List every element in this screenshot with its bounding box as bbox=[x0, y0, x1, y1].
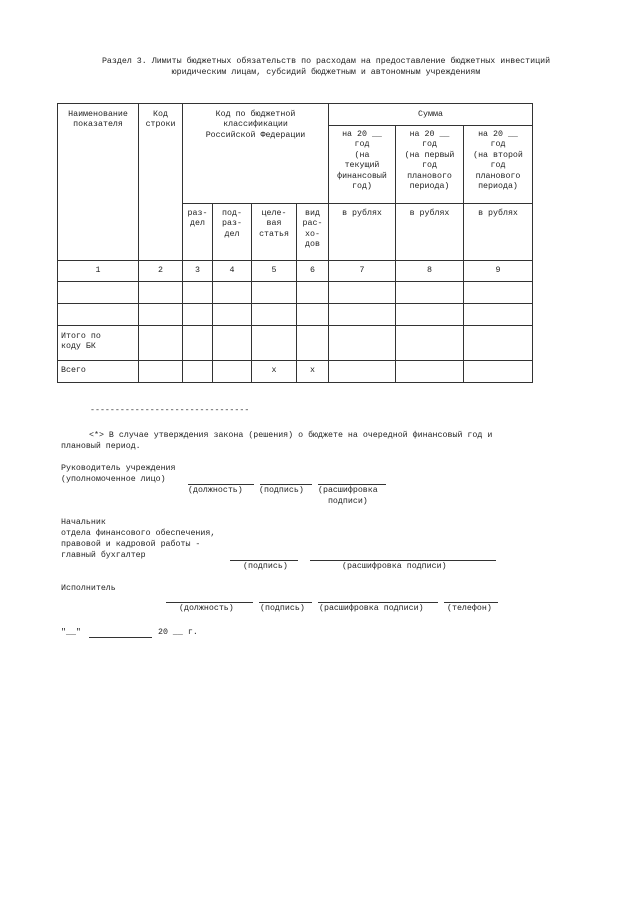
col-number: 4 bbox=[213, 261, 252, 282]
total-bk-row bbox=[58, 326, 533, 361]
all-row bbox=[58, 361, 533, 383]
footnote: <*> В случае утверждения закона (решения) о бюджете на очередной финансовый год и плановый период. bbox=[61, 431, 493, 451]
section-title: Раздел 3. Лимиты бюджетных обязательств по расходам на предоставление бюджетных инвестиций юридическим лицам, субсидий бюджетным и автономным учреждениям bbox=[101, 57, 551, 77]
col-number: 2 bbox=[139, 261, 183, 282]
head-razdel: раз- дел bbox=[183, 204, 213, 261]
col-number: 9 bbox=[464, 261, 533, 282]
chief-line1: Начальник bbox=[61, 518, 106, 527]
head-podrazdel: под- раз- дел bbox=[213, 204, 252, 261]
head-year3: на 20 __ год (на второй год планового периода) bbox=[464, 126, 533, 204]
col-number: 5 bbox=[252, 261, 297, 282]
executor-decoding-line[interactable] bbox=[318, 602, 438, 603]
date-year: 20 __ г. bbox=[158, 628, 198, 637]
chief-line2: отдела финансового обеспечения, bbox=[61, 529, 216, 538]
total-bk-label: Итого по коду БК bbox=[58, 326, 139, 361]
chief-cap-signature: (подпись) bbox=[243, 562, 288, 571]
chief-line3: правовой и кадровой работы - bbox=[61, 540, 201, 549]
col-number: 6 bbox=[297, 261, 329, 282]
table-row bbox=[58, 282, 533, 304]
chief-cap-decoding: (расшифровка подписи) bbox=[342, 562, 447, 571]
head-sum: Сумма bbox=[329, 104, 533, 126]
footnote-rule: -------------------------------- bbox=[90, 406, 250, 415]
all-x-vid: x bbox=[297, 361, 329, 383]
chief-signature-line[interactable] bbox=[230, 560, 298, 561]
chief-line4: главный бухгалтер bbox=[61, 551, 146, 560]
head-cap-decoding: (расшифровка подписи) bbox=[318, 486, 378, 506]
col-number: 3 bbox=[183, 261, 213, 282]
head-year1: на 20 __ год (на текущий финансовый год) bbox=[329, 126, 396, 204]
all-x-cel: x bbox=[252, 361, 297, 383]
head-name: Наименование показателя bbox=[58, 104, 139, 261]
head-code: Код строки bbox=[139, 104, 183, 261]
executor-cap-position: (должность) bbox=[179, 604, 234, 613]
executor-position-line[interactable] bbox=[166, 602, 253, 603]
head-signature-line[interactable] bbox=[260, 484, 312, 485]
limits-table bbox=[57, 103, 533, 383]
executor-phone-line[interactable] bbox=[444, 602, 498, 603]
head-line1: Руководитель учреждения bbox=[61, 464, 176, 473]
column-numbers-row bbox=[58, 261, 533, 282]
head-cel: целе- вая статья bbox=[252, 204, 297, 261]
col-number: 8 bbox=[396, 261, 464, 282]
head-cap-position: (должность) bbox=[188, 486, 243, 495]
chief-decoding-line[interactable] bbox=[310, 560, 496, 561]
all-label: Всего bbox=[58, 361, 139, 383]
head-cap-signature: (подпись) bbox=[259, 486, 304, 495]
head-rub2: в рублях bbox=[396, 204, 464, 261]
head-vid: вид рас- хо- дов bbox=[297, 204, 329, 261]
date-month-line[interactable] bbox=[89, 637, 152, 638]
head-rub1: в рублях bbox=[329, 204, 396, 261]
executor-signature-line[interactable] bbox=[259, 602, 312, 603]
col-number: 1 bbox=[58, 261, 139, 282]
head-position-line[interactable] bbox=[188, 484, 254, 485]
executor-cap-decoding: (расшифровка подписи) bbox=[319, 604, 424, 613]
date-day: "__" bbox=[61, 628, 81, 637]
executor-label: Исполнитель bbox=[61, 584, 116, 593]
table-row bbox=[58, 304, 533, 326]
header-row-1 bbox=[58, 104, 533, 126]
head-rub3: в рублях bbox=[464, 204, 533, 261]
head-decoding-line[interactable] bbox=[318, 484, 386, 485]
executor-cap-signature: (подпись) bbox=[260, 604, 305, 613]
head-line2: (уполномоченное лицо) bbox=[61, 475, 166, 484]
head-year2: на 20 __ год (на первый год планового периода) bbox=[396, 126, 464, 204]
col-number: 7 bbox=[329, 261, 396, 282]
executor-cap-phone: (телефон) bbox=[447, 604, 492, 613]
head-bk: Код по бюджетной классификации Российской Федерации bbox=[183, 104, 329, 204]
